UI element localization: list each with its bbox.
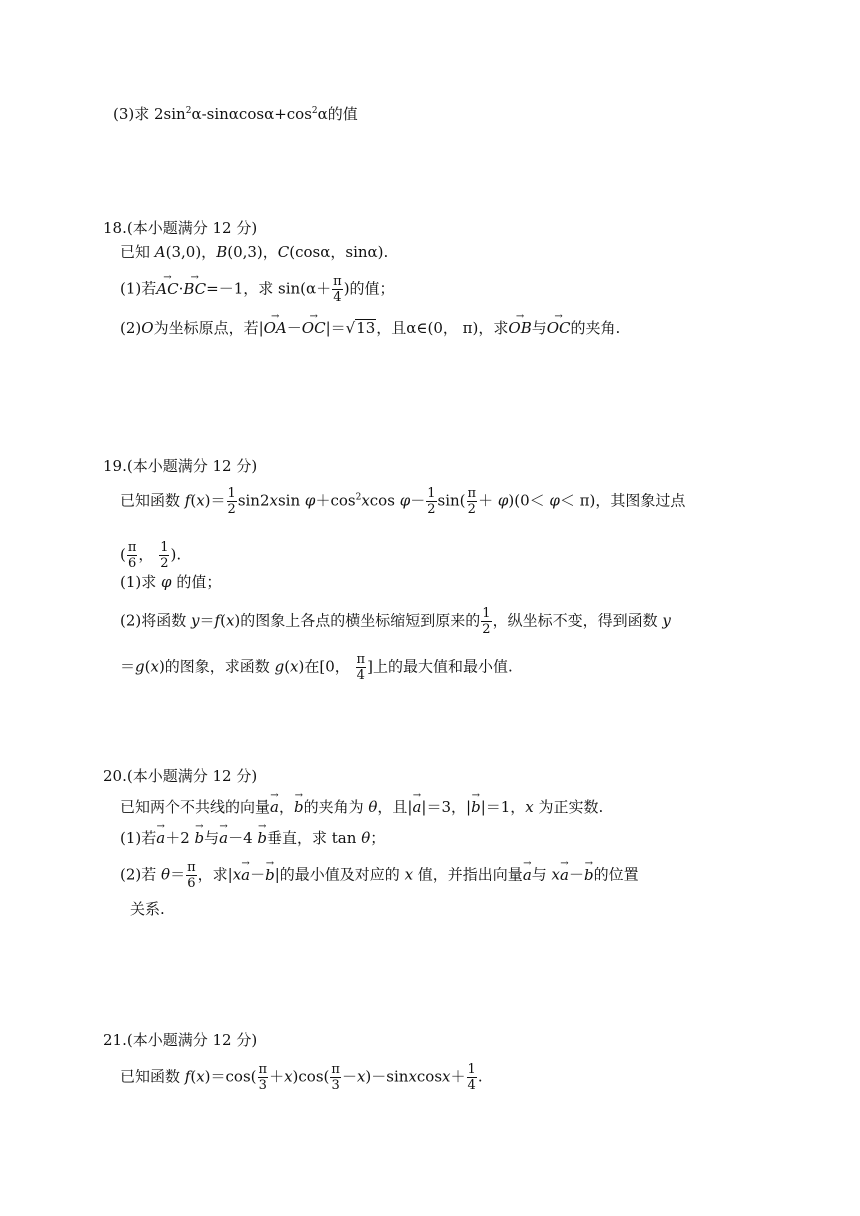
- problem-21-given: 已知函数 f(x)＝cos( $\frac{\pi}{3}$ ＋x)cos( $\frac{\pi}{3}$ －x)－sinxcosx＋ $\frac{1}{4}$ .: [120, 1062, 483, 1093]
- problem-19-part-2: (2)将函数 y＝f(x)的图象上各点的横坐标缩短到原来的 $\frac{1}{2}$ ，纵坐标不变，得到函数 y: [120, 606, 671, 637]
- problem-18-given: 已知 A(3,0)，B(0,3)，C(cosα，sinα).: [120, 243, 389, 261]
- problem-20-part-2: (2)若 θ＝ $\frac{\pi}{6}$ ，求|x→ a－→ b|的最小值及对应的 x 值，并指出向量→ a与 x→ a－→ b的位置: [120, 860, 639, 891]
- problem-17-part-3: (3)求 $2\sin^2\alpha-\sin\alpha\cos\alpha+\cos^2\alpha$的值: [113, 105, 358, 123]
- problem-20-part-2-cont: 关系.: [130, 900, 165, 918]
- problem-19-part-2-cont: ＝g(x)的图象，求函数 g(x)在[0， $\frac{\pi}{4}$ ]上的最大值和最小值.: [120, 652, 513, 683]
- problem-19-given: 已知函数 f(x)＝ $\frac{1}{2}$ sin2xsin $\varphi+\cos^2xcos$ φ－ $\frac{1}{2}$ sin( $\frac{\pi}{2}$ ＋ φ)(0＜ φ＜ π)，其图象过点: [120, 486, 686, 517]
- problem-19-given-point: ( $\frac{\pi}{6}$ ， $\frac{1}{2}$ ).: [120, 540, 182, 571]
- problem-20-given: 已知两个不共线的向量→ a，→ b的夹角为 θ，且|→ a|＝3，|→ b|＝1，x 为正实数.: [120, 797, 603, 817]
- problem-21-header: 21.(本小题满分 12 分): [103, 1031, 258, 1049]
- problem-19-part-1: (1)求 φ 的值；: [120, 573, 222, 591]
- problem-20-header: 20.(本小题满分 12 分): [103, 767, 258, 785]
- problem-18-part-2: (2)O为坐标原点，若|→ OA－→ OC|＝√13，且α∈(0， π)，求→ OB与→ OC的夹角.: [120, 318, 620, 338]
- problem-19-header: 19.(本小题满分 12 分): [103, 457, 258, 475]
- problem-18-header: 18.(本小题满分 12 分): [103, 219, 258, 237]
- problem-18-part-1: (1)若→ AC·→ BC=－1，求 sin(α＋ $\frac{\pi}{4}$ )的值；: [120, 274, 395, 305]
- problem-20-part-1: (1)若→ a＋2 → b与→ a－4 → b垂直，求 tan θ；: [120, 828, 385, 848]
